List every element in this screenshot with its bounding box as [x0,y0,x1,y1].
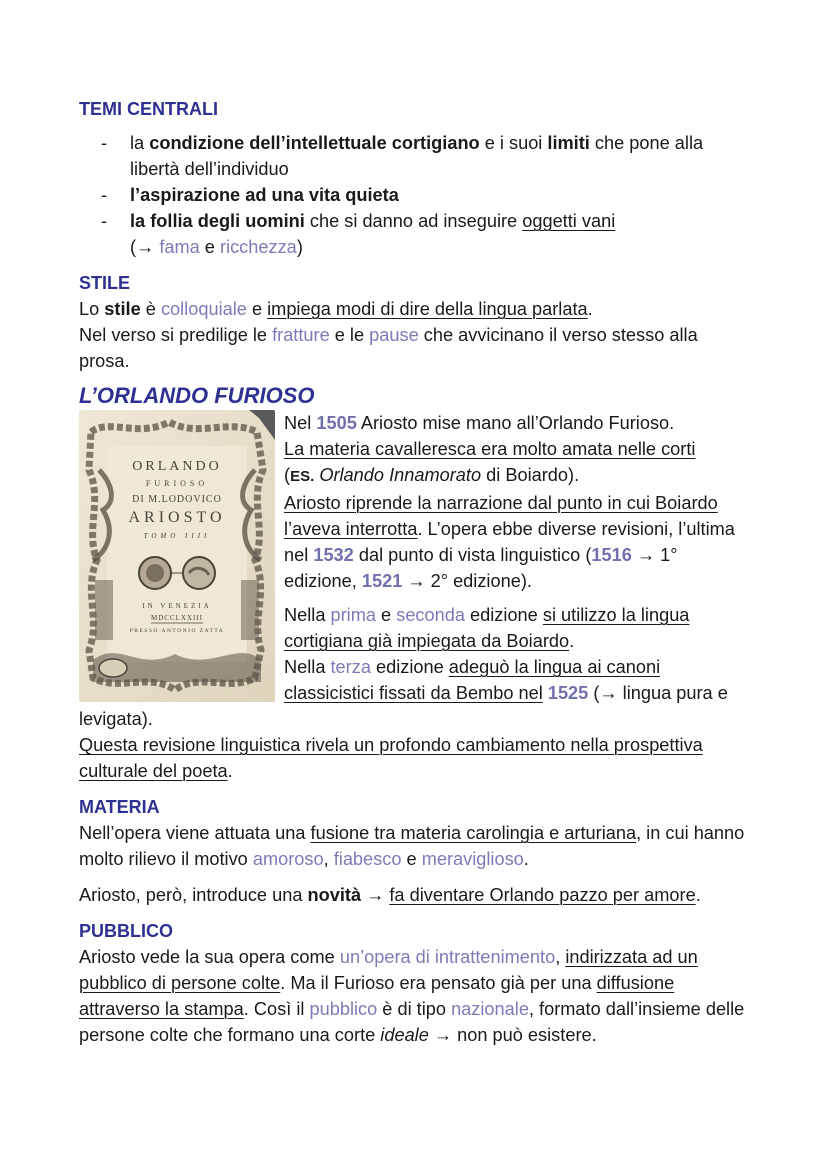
accent-text: amoroso [252,849,324,869]
paragraph [79,820,751,872]
text: e i suoi [479,133,548,153]
underlined-text: Questa revisione linguistica rivela un profondo cambiamento nella prospettiva culturale del poeta [79,735,703,781]
heading-temi-centrali: TEMI CENTRALI [79,99,218,119]
svg-text:DI M.LODOVICO: DI M.LODOVICO [132,494,222,505]
heading-orlando-furioso: L’ORLANDO FURIOSO [79,383,315,408]
svg-text:ARIOSTO: ARIOSTO [128,509,226,526]
text: → 2° edizione). [402,571,532,591]
section-stile [79,270,751,374]
text: edizione [370,657,449,677]
bold-text: condizione dell’intellettuale cortigiano [149,133,480,153]
temi-list [79,130,751,260]
section-pubblico [79,918,751,1048]
text: che si danno ad inseguire [304,211,523,231]
text: . Così il [243,999,310,1019]
list-item [79,182,751,208]
svg-text:IN VENEZIA: IN VENEZIA [142,602,212,610]
text: (→ [130,237,160,257]
underlined-text: indirizzata ad un pubblico di persone colte [79,947,698,993]
text: ) [296,237,303,257]
text: Nella [284,657,331,677]
text: . Ma il Furioso era pensato già per una [280,973,597,993]
accent-text: ricchezza [219,237,297,257]
accent-text: seconda [396,605,465,625]
text: . [587,299,593,319]
text: → non può esistere. [428,1025,597,1045]
underlined-text: fa diventare Orlando pazzo per amore [389,885,696,905]
text: e [199,237,220,257]
text: . [569,631,575,651]
text: , [555,947,566,967]
text: Ariosto vede la sua opera come [79,947,340,967]
text: Ariosto, però, introduce una [79,885,308,905]
svg-text:TOMO IIII: TOMO IIII [143,532,211,540]
text: Nella [284,605,331,625]
underlined-text: adeguò la lingua ai canoni classicistici fissati da Bembo nel [284,657,661,703]
text: , in cui hanno molto rilievo il motivo [79,823,745,869]
text: . [695,885,701,905]
text: la [130,133,150,153]
text: è [140,299,161,319]
text: Nel [284,413,317,433]
year: 1516 [591,545,632,565]
bold-text: l’aspirazione ad una vita quieta [130,185,399,205]
bold-text: limiti [547,133,590,153]
text: è di tipo [377,999,452,1019]
text: e le [329,325,370,345]
text: (→ lingua pura e levigata). [79,683,728,729]
accent-text: pause [369,325,419,345]
paragraph [79,882,751,908]
text: e [246,299,268,319]
underlined-text: diffusione attraverso la stampa [79,973,675,1019]
italic-text: ideale [380,1025,429,1045]
accent-text: meraviglioso [421,849,524,869]
underlined-text: impiega modi di dire della lingua parlata [267,299,588,319]
text: dal punto di vista linguistico ( [353,545,592,565]
text: che pone alla libertà dell’individuo [130,133,704,179]
paragraph [79,322,751,374]
accent-text: nazionale [451,999,529,1019]
accent-text: prima [330,605,376,625]
accent-text: pubblico [309,999,378,1019]
paragraph [79,944,751,1048]
heading-stile: STILE [79,273,131,293]
underlined-text: si utilizzo la lingua cortigiana già impiegata da Boiardo [284,605,690,651]
text: Ariosto mise mano all’Orlando Furioso. [356,413,675,433]
svg-text:PRESSO ANTONIO ZATTA: PRESSO ANTONIO ZATTA [129,628,225,634]
underlined-text: oggetti vani [522,211,616,231]
text: , [323,849,334,869]
text: Nel verso si predilige le [79,325,273,345]
svg-text:ORLANDO: ORLANDO [132,459,222,474]
document-page [79,96,751,1048]
accent-text: fratture [272,325,330,345]
text: → [361,885,390,905]
list-item [79,130,751,182]
italic-text: Orlando Innamorato [319,465,482,485]
section-materia [79,794,751,908]
frontispiece-image [79,410,275,702]
svg-text:FURIOSO: FURIOSO [145,479,209,488]
text: di Boiardo). [481,465,580,485]
text: , formato dall’insieme delle persone colte che formano una corte [79,999,745,1045]
bold-text: ES. [290,468,315,485]
svg-text:MDCCLXXIII: MDCCLXXIII [151,614,203,622]
paragraph [79,296,751,322]
text: Lo [79,299,105,319]
year: 1521 [361,571,403,591]
list-item [79,208,751,260]
year: 1505 [316,413,357,433]
bold-text: stile [104,299,141,319]
text: Nell’opera viene attuata una [79,823,311,843]
accent-text: fiabesco [333,849,402,869]
text: e [375,605,397,625]
heading-pubblico: PUBBLICO [79,921,173,941]
text: . [227,761,233,781]
text: . [523,849,529,869]
year: 1525 [547,683,589,703]
year: 1532 [313,545,354,565]
accent-text: un’opera di intrattenimento [339,947,556,967]
text: ( [284,465,291,485]
underlined-text: fusione tra materia carolingia e arturiana [310,823,637,843]
accent-text: colloquiale [160,299,247,319]
section-orlando-furioso [79,382,751,784]
text: → 1° edizione, [284,545,678,591]
bold-text: la follia degli uomini [130,211,305,231]
text: e [401,849,422,869]
heading-materia: MATERIA [79,797,160,817]
accent-text: fama [159,237,200,257]
text: edizione [464,605,543,625]
text: . L’opera ebbe diverse revisioni, l’ultima nel [284,519,735,565]
accent-text: terza [330,657,371,677]
underlined-text: Ariosto riprende la narrazione dal punto in cui Boiardo l’aveva interrotta [284,493,718,539]
underlined-text: La materia cavalleresca era molto amata nelle corti [284,439,696,459]
engraving-illustration-icon [79,410,275,702]
bold-text: novità [307,885,362,905]
text: che avvicinano il verso stesso alla prosa. [79,325,698,371]
section-temi-centrali [79,96,751,260]
